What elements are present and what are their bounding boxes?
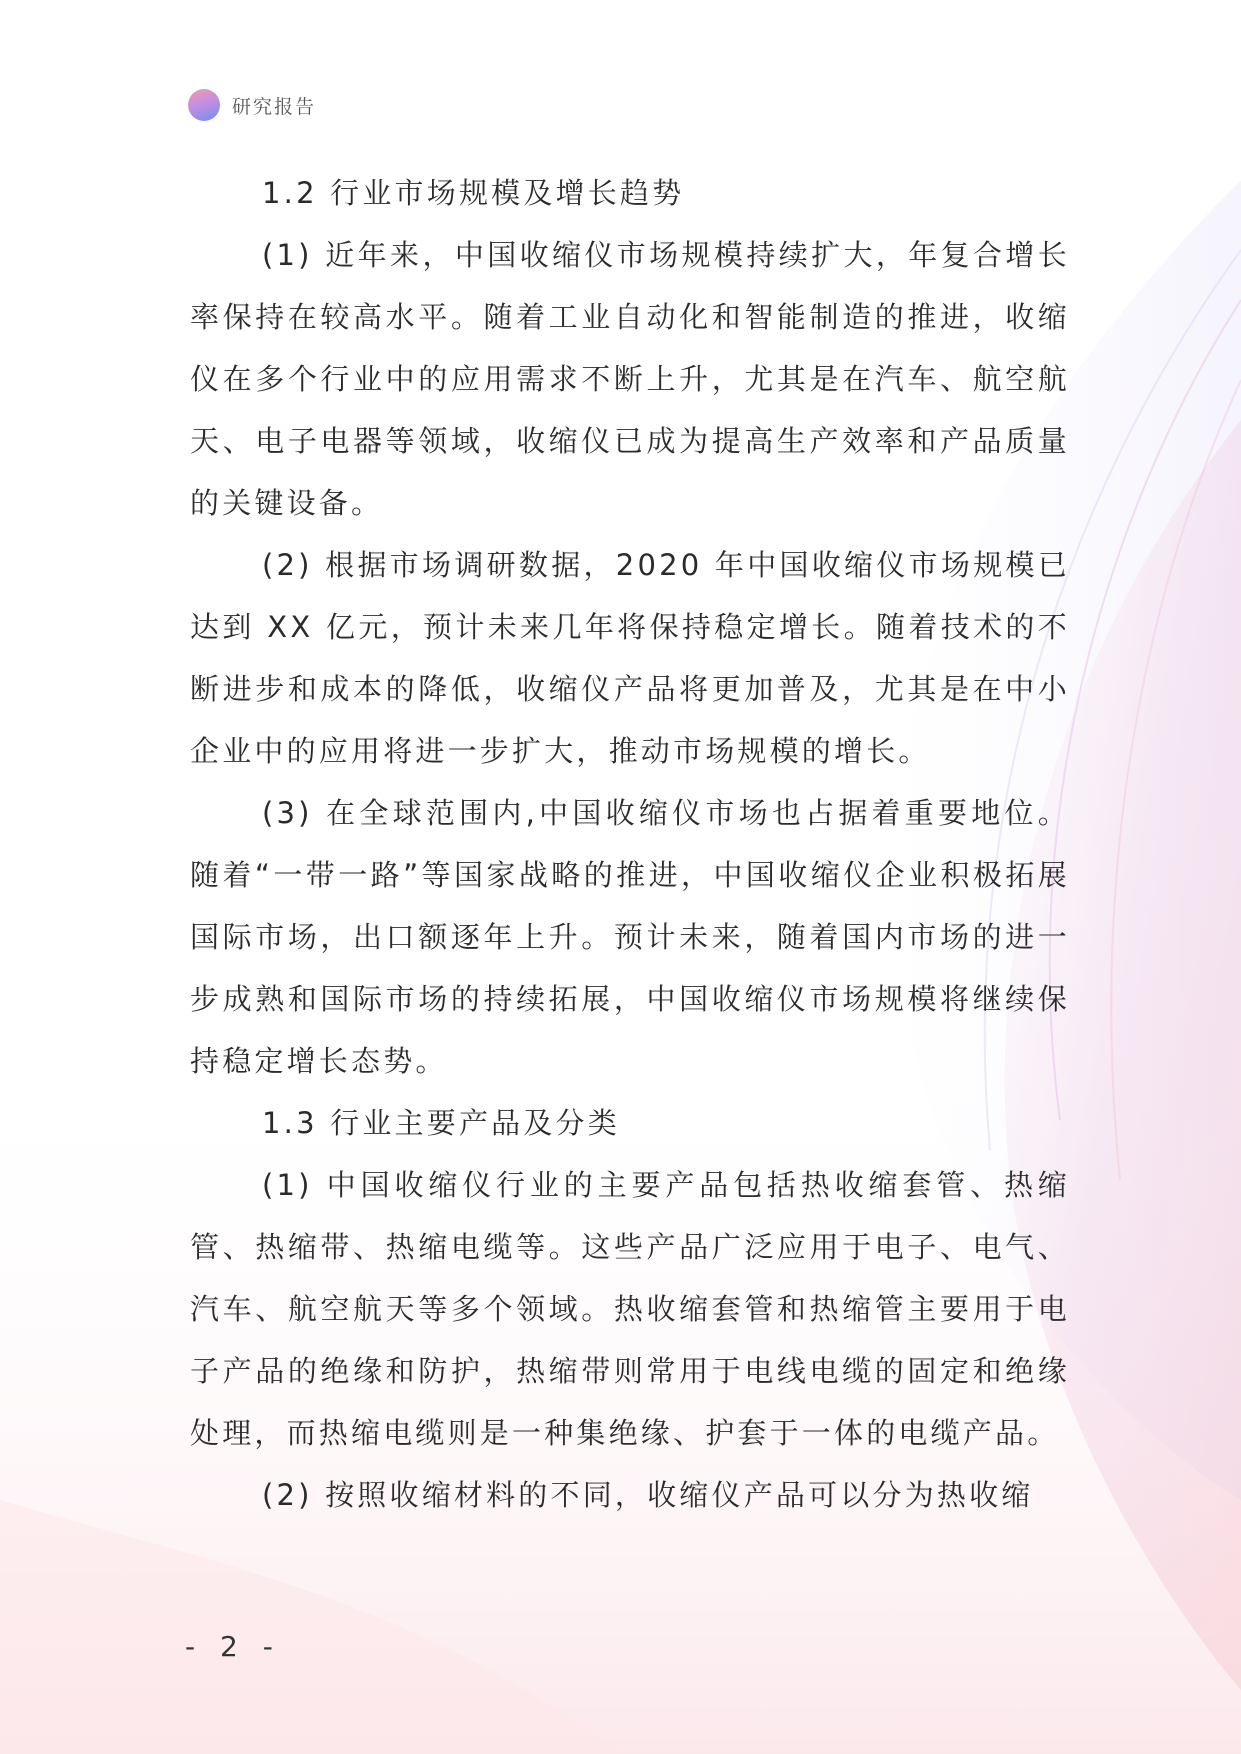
page-number: - 2 - (185, 1630, 281, 1663)
paragraph-1-2-3: (3) 在全球范围内,中国收缩仪市场也占据着重要地位。随着“一带一路”等国家战略的推进，中国收缩仪企业积极拓展国际市场，出口额逐年上升。预计未来，随着国内市场的进一步成熟和国际市场的持续拓展，中国收缩仪市场规模将继续保持稳定增长态势。 (190, 796, 1070, 1078)
paragraph-1-3-2: (2) 按照收缩材料的不同，收缩仪产品可以分为热收缩 (262, 1478, 1034, 1512)
paragraph-1-2-1: (1) 近年来，中国收缩仪市场规模持续扩大，年复合增长率保持在较高水平。随着工业自动化和智能制造的推进，收缩仪在多个行业中的应用需求不断上升，尤其是在汽车、航空航天、电子电器等领域，收缩仪已成为提高生产效率和产品质量的关键设备。 (190, 238, 1070, 520)
header-label: 研究报告 (232, 95, 317, 118)
section-heading-1-2: 1.2 行业市场规模及增长趋势 (262, 176, 685, 210)
paragraph-1-2-2: (2) 根据市场调研数据，2020 年中国收缩仪市场规模已达到 XX 亿元，预计未来几年将保持稳定增长。随着技术的不断进步和成本的降低，收缩仪产品将更加普及，尤其是在中小企业中的应用将进一步扩大，推动市场规模的增长。 (190, 548, 1070, 768)
brand-logo-icon (188, 89, 220, 121)
document-body (190, 162, 1070, 1526)
paragraph-1-3-1: (1) 中国收缩仪行业的主要产品包括热收缩套管、热缩管、热缩带、热缩电缆等。这些产品广泛应用于电子、电气、汽车、航空航天等多个领域。热收缩套管和热缩管主要用于电子产品的绝缘和防护，热缩带则常用于电线电缆的固定和绝缘处理，而热缩电缆则是一种集绝缘、护套于一体的电缆产品。 (190, 1168, 1070, 1450)
section-heading-1-3: 1.3 行业主要产品及分类 (262, 1106, 620, 1140)
report-header (188, 89, 316, 121)
